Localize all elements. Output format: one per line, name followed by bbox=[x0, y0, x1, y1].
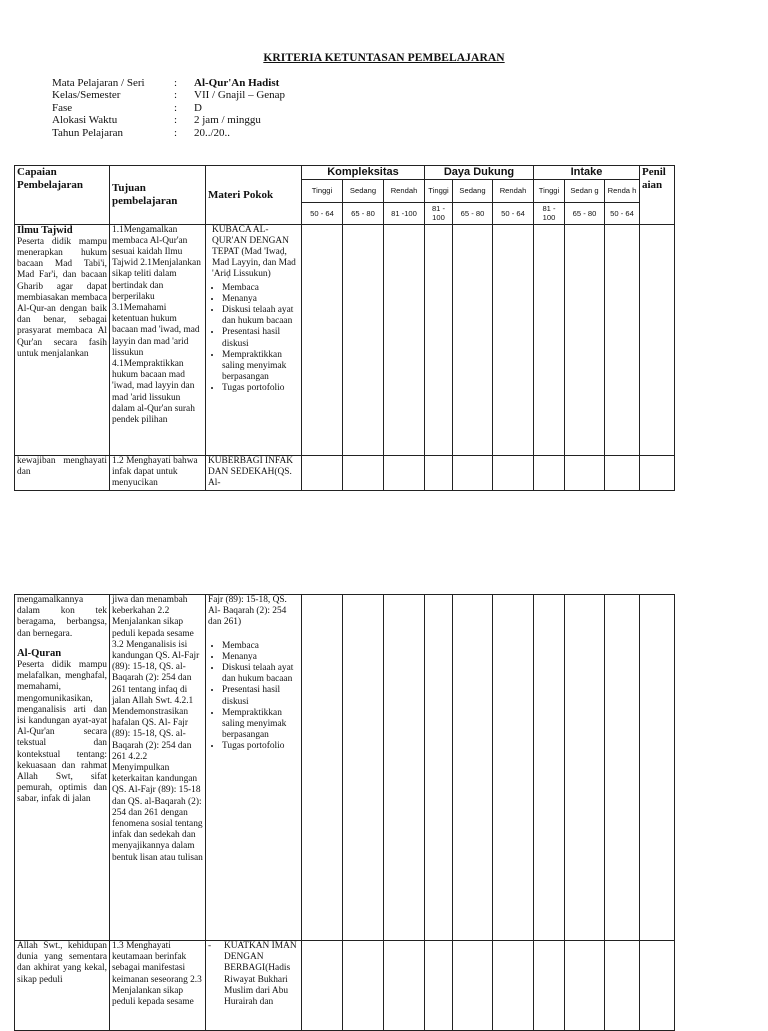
score-cell bbox=[605, 941, 640, 1031]
materi-cell bbox=[206, 941, 302, 1031]
range-header: 65 - 80 bbox=[565, 202, 605, 224]
meta-value: VII / Gnajil – Genap bbox=[194, 89, 286, 102]
score-cell bbox=[493, 455, 534, 490]
score-cell bbox=[453, 595, 493, 941]
score-cell bbox=[343, 595, 384, 941]
range-header: 50 - 64 bbox=[493, 202, 534, 224]
header-kompleksitas: Kompleksitas bbox=[302, 166, 425, 180]
list-item: • Tugas portofolio bbox=[222, 383, 299, 394]
score-cell bbox=[343, 941, 384, 1031]
sub-header: Tinggi bbox=[302, 179, 343, 202]
header-tujuan: Tujuan pembelajaran bbox=[110, 166, 206, 225]
dash-marker: - bbox=[208, 941, 212, 951]
score-cell bbox=[605, 455, 640, 490]
sub-header: Renda h bbox=[605, 179, 640, 202]
score-cell bbox=[453, 224, 493, 455]
score-cell bbox=[384, 941, 425, 1031]
list-item: • Membaca bbox=[222, 283, 299, 294]
tujuan-cell: 1.1Mengamalkan membaca Al-Qur'an sesuai kaidah Ilmu Tajwid 2.1Menjalankan sikap teliti dalam bertindak dan berperilaku 3.1Memahami ketentuan hukum bacaan mad 'iwad, mad layyin dan mad 'arid lissukun 4.1Mempraktikkan hukum bacaan mad 'iwad, mad layyin dan mad 'arid lissukun dalam al-Qur'an surah pendek pilihan bbox=[110, 224, 206, 455]
list-item: • Diskusi telaah ayat dan hukum bacaan bbox=[222, 663, 299, 685]
list-item: • Mempraktikkan saling menyimak berpasangan bbox=[222, 708, 299, 742]
meta-value: D bbox=[194, 101, 202, 114]
header-capaian: Capaian Pembelajaran bbox=[15, 166, 110, 225]
score-cell bbox=[302, 941, 343, 1031]
materi-cell: KUBERBAGI INFAK DAN SEDEKAH(QS. Al- bbox=[206, 455, 302, 490]
list-item: • Presentasi hasil diskusi bbox=[222, 327, 299, 349]
list-item: • Presentasi hasil diskusi bbox=[222, 685, 299, 707]
score-cell bbox=[605, 224, 640, 455]
meta-row bbox=[52, 77, 285, 89]
capaian-text: Peserta didik mampu menerapkan hukum bacaan Mad Tabi'i, Mad Far'i, dan bacaan Gharib agar dapat membiasakan membaca Al-Qur-an dengan baik dan benar, sebagai prasyarat membaca Al Qur'an secara fasih untuk menjalankan bbox=[17, 236, 107, 359]
score-cell bbox=[384, 455, 425, 490]
capaian-heading: Ilmu Tajwid bbox=[17, 224, 73, 236]
meta-colon: : bbox=[174, 101, 178, 114]
document-title: KRITERIA KETUNTASAN PEMBELAJARAN bbox=[263, 52, 505, 64]
sub-header: Tinggi bbox=[534, 179, 565, 202]
course-info bbox=[52, 77, 285, 139]
range-header: 81 - 100 bbox=[425, 202, 453, 224]
score-cell bbox=[534, 941, 565, 1031]
score-cell bbox=[343, 455, 384, 490]
meta-row bbox=[52, 89, 285, 101]
meta-value: Al-Qur'An Hadist bbox=[194, 77, 280, 89]
materi-title: KUBACA AL-QUR'AN DENGAN TEPAT (Mad 'Iwaḍ, Mad Layyin, dan Mad 'Ariḍ Lissukun) bbox=[212, 224, 296, 280]
list-item: • Membaca bbox=[222, 641, 299, 652]
score-cell bbox=[640, 941, 675, 1031]
score-cell bbox=[425, 455, 453, 490]
capaian-cell: Allah Swt., kehidupan dunia yang sementara dan akhirat yang kekal, sikap peduli bbox=[15, 941, 110, 1031]
meta-row bbox=[52, 114, 285, 126]
meta-value: 2 jam / minggu bbox=[194, 114, 261, 127]
score-cell bbox=[640, 455, 675, 490]
range-header: 81 - 100 bbox=[534, 202, 565, 224]
score-cell bbox=[534, 595, 565, 941]
range-header: 50 - 64 bbox=[605, 202, 640, 224]
kkm-table-page-2 bbox=[14, 594, 675, 1031]
score-cell bbox=[453, 455, 493, 490]
score-cell bbox=[640, 595, 675, 941]
meta-label: Tahun Pelajaran bbox=[52, 126, 124, 139]
activity-list bbox=[208, 283, 299, 395]
score-cell bbox=[425, 595, 453, 941]
meta-colon: : bbox=[174, 77, 178, 89]
score-cell bbox=[302, 595, 343, 941]
score-cell bbox=[384, 595, 425, 941]
score-cell bbox=[605, 595, 640, 941]
score-cell bbox=[453, 941, 493, 1031]
score-cell bbox=[425, 941, 453, 1031]
score-cell bbox=[302, 455, 343, 490]
meta-colon: : bbox=[174, 114, 178, 127]
list-item: • Menanya bbox=[222, 652, 299, 663]
activity-list bbox=[208, 641, 299, 753]
list-item: • Menanya bbox=[222, 294, 299, 305]
list-item: • Tugas portofolio bbox=[222, 741, 299, 752]
materi-title: Fajr (89): 15-18, QS. Al- Baqarah (2): 254 dan 261) bbox=[208, 595, 287, 628]
sub-header: Tinggi bbox=[425, 179, 453, 202]
tujuan-cell: 1.3 Menghayati keutamaan berinfak sebagai manifestasi keimanan seseorang 2.3 Menjalankan sikap peduli kepada sesame bbox=[110, 941, 206, 1031]
range-header: 50 - 64 bbox=[302, 202, 343, 224]
meta-value: 20../20.. bbox=[194, 126, 231, 139]
capaian-cell bbox=[15, 595, 110, 941]
score-cell bbox=[565, 224, 605, 455]
header-penilaian: Penil aian bbox=[640, 166, 675, 225]
sub-header: Rendah bbox=[493, 179, 534, 202]
capaian-text: mengamalkannya dalam kon tek beragama, berbangsa, dan bernegara. bbox=[17, 595, 107, 639]
meta-label: Kelas/Semester bbox=[52, 89, 121, 102]
sub-header: Sedan g bbox=[565, 179, 605, 202]
score-cell bbox=[640, 224, 675, 455]
score-cell bbox=[493, 224, 534, 455]
score-cell bbox=[565, 455, 605, 490]
score-cell bbox=[425, 224, 453, 455]
score-cell bbox=[565, 941, 605, 1031]
score-cell bbox=[565, 595, 605, 941]
score-cell bbox=[534, 455, 565, 490]
meta-row bbox=[52, 102, 285, 114]
materi-cell bbox=[206, 224, 302, 455]
header-daya-dukung: Daya Dukung bbox=[425, 166, 534, 180]
range-header: 65 - 80 bbox=[453, 202, 493, 224]
capaian-text: Peserta didik mampu melafalkan, menghafal, memahami, mengomunikasikan, menganalisis arti dan isi kandungan ayat-ayat Al-Qur'an secara tekstual dan kontekstual tentang: kekuasaan dan rahmat Allah Swt, sifat pemurah, optimis dan sabar, infak di jalan bbox=[17, 660, 107, 805]
meta-colon: : bbox=[174, 126, 178, 139]
score-cell bbox=[534, 224, 565, 455]
score-cell bbox=[493, 595, 534, 941]
score-cell bbox=[493, 941, 534, 1031]
capaian-cell: kewajiban menghayati dan bbox=[15, 455, 110, 490]
meta-label: Mata Pelajaran / Seri bbox=[52, 77, 145, 89]
header-intake: Intake bbox=[534, 166, 640, 180]
tujuan-cell: 1.2 Menghayati bahwa infak dapat untuk menyucikan bbox=[110, 455, 206, 490]
header-materi: Materi Pokok bbox=[206, 166, 302, 225]
score-cell bbox=[384, 224, 425, 455]
capaian-heading: Al-Quran bbox=[17, 647, 62, 659]
sub-header: Sedang bbox=[343, 179, 384, 202]
score-cell bbox=[343, 224, 384, 455]
materi-title: KUATKAN IMAN DENGAN BERBAGI(Hadis Riwayat Bukhari Muslim dari Abu Hurairah dan bbox=[224, 941, 297, 1008]
meta-label: Alokasi Waktu bbox=[52, 114, 118, 127]
meta-colon: : bbox=[174, 89, 178, 102]
tujuan-cell: jiwa dan menambah keberkahan 2.2 Menjalankan sikap peduli kepada sesame 3.2 Menganalisis isi kandungan QS. Al-Fajr (89): 15-18, QS. al- Baqarah (2): 254 dan 261 tentang infaq di jalan Allah Swt. 4.2.1 Mendemonstrasikan hafalan QS. Al- Fajr (89): 15-18, QS. al-Baqarah (2): 254 dan 261 4.2.2 Menyimpulkan keterkaitan kandungan QS. Al-Fajr (89): 15-18 dan QS. al-Baqarah (2): 254 dan 261 dengan fenomena sosial tentang infak dan sedekah dan menyajikannya dalam bentuk lisan atau tulisan bbox=[110, 595, 206, 941]
meta-row bbox=[52, 127, 285, 139]
materi-cell bbox=[206, 595, 302, 941]
meta-label: Fase bbox=[52, 101, 73, 114]
list-item: • Diskusi telaah ayat dan hukum bacaan bbox=[222, 305, 299, 327]
kkm-table-page-1 bbox=[14, 165, 675, 491]
range-header: 81 -100 bbox=[384, 202, 425, 224]
capaian-cell bbox=[15, 224, 110, 455]
list-item: • Mempraktikkan saling menyimak berpasangan bbox=[222, 350, 299, 384]
sub-header: Sedang bbox=[453, 179, 493, 202]
score-cell bbox=[302, 224, 343, 455]
range-header: 65 - 80 bbox=[343, 202, 384, 224]
sub-header: Rendah bbox=[384, 179, 425, 202]
